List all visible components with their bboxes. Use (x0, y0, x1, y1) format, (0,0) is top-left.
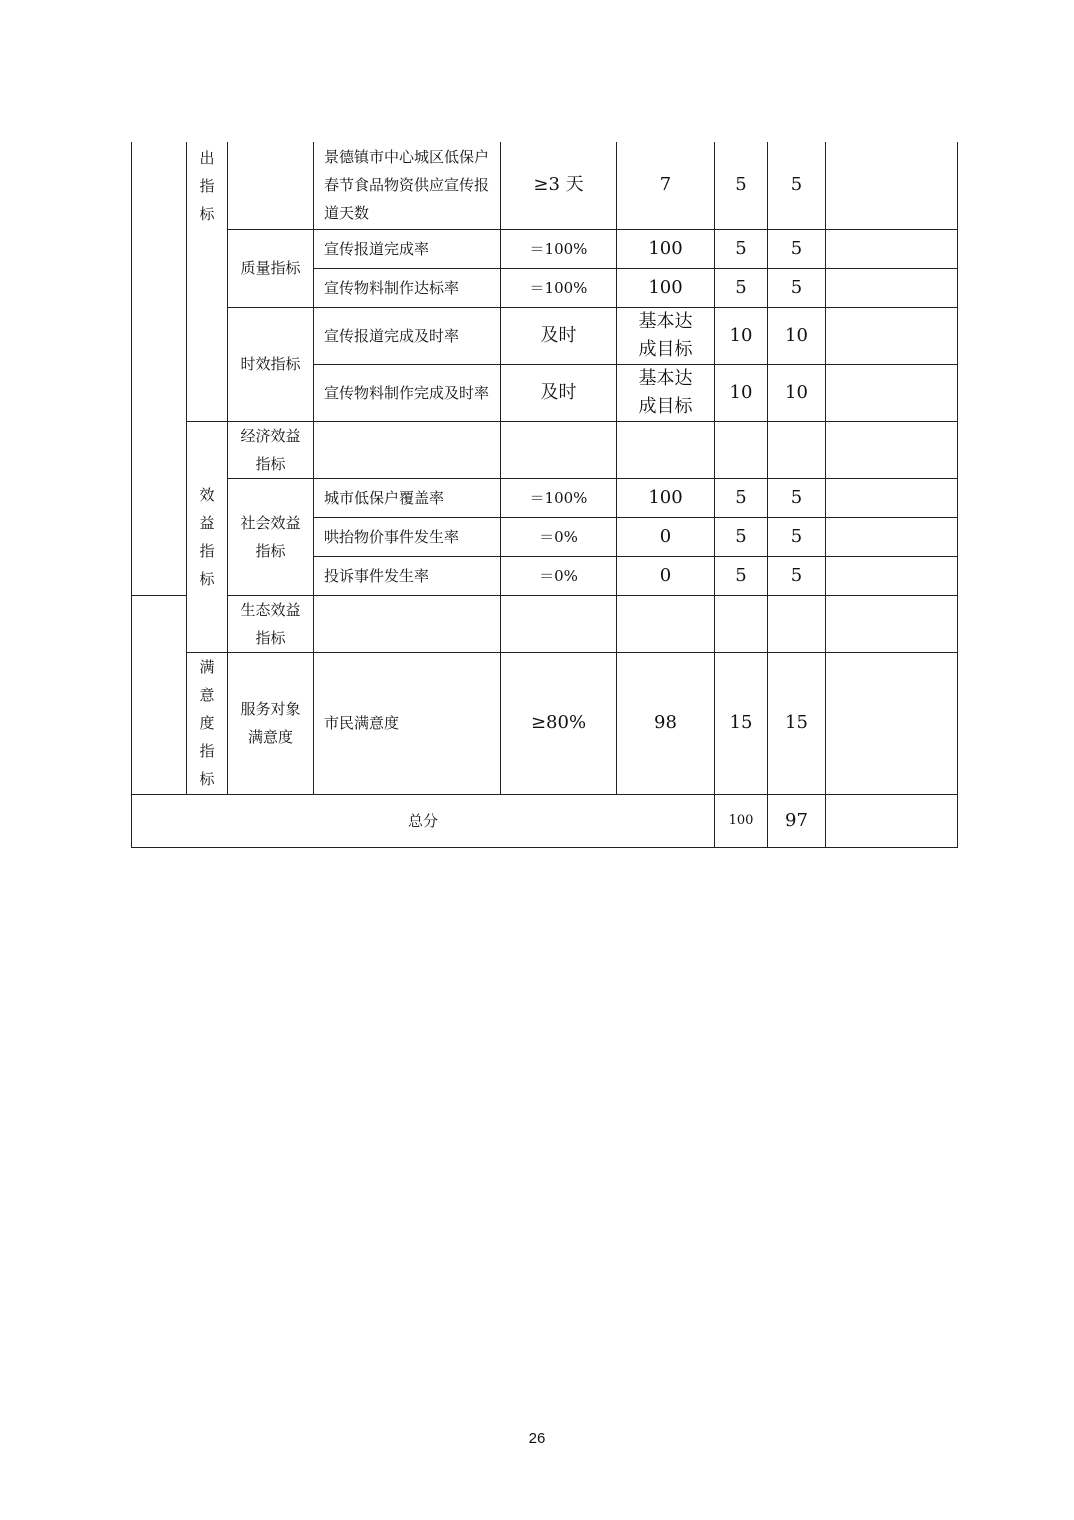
score-cell: 5 (768, 142, 826, 229)
total-weight: 100 (715, 794, 768, 847)
weight-cell (715, 595, 768, 652)
score-cell: 5 (768, 268, 826, 307)
economic-benefit-label: 经济效益指标 (228, 421, 314, 478)
weight-cell: 5 (715, 142, 768, 229)
indicator-cell (314, 595, 501, 652)
note-cell (826, 268, 958, 307)
note-cell (826, 142, 958, 229)
actual-cell: 98 (617, 652, 715, 794)
level3-blank-cell (228, 142, 314, 229)
target-cell: ＝100% (501, 478, 617, 517)
ecological-benefit-label: 生态效益指标 (228, 595, 314, 652)
target-cell: ＝100% (501, 229, 617, 268)
note-cell (826, 229, 958, 268)
actual-cell: 基本达成目标 (617, 307, 715, 364)
score-cell: 15 (768, 652, 826, 794)
table-row (132, 652, 958, 794)
output-vertical-continuation (187, 229, 228, 421)
weight-cell: 5 (715, 517, 768, 556)
target-cell: ＝0% (501, 556, 617, 595)
indicator-cell (314, 421, 501, 478)
benefit-indicator-vertical-label: 效 益 指 标 (187, 421, 228, 652)
table-row (132, 595, 958, 652)
total-row (132, 794, 958, 847)
note-cell (826, 421, 958, 478)
weight-cell: 5 (715, 229, 768, 268)
target-cell: 及时 (501, 364, 617, 421)
target-cell: ＝100% (501, 268, 617, 307)
indicator-cell: 宣传物料制作达标率 (314, 268, 501, 307)
table-row (132, 307, 958, 364)
table-row (132, 142, 958, 229)
page-number: 26 (528, 1430, 546, 1447)
indicator-cell: 市民满意度 (314, 652, 501, 794)
note-cell (826, 307, 958, 364)
score-cell (768, 595, 826, 652)
performance-table (131, 142, 958, 848)
table-row (132, 229, 958, 268)
note-cell (826, 652, 958, 794)
total-label: 总分 (132, 794, 715, 847)
actual-cell: 100 (617, 229, 715, 268)
target-cell (501, 595, 617, 652)
indicator-cell: 投诉事件发生率 (314, 556, 501, 595)
weight-cell: 15 (715, 652, 768, 794)
weight-cell: 5 (715, 478, 768, 517)
score-cell: 5 (768, 517, 826, 556)
actual-cell: 100 (617, 268, 715, 307)
note-cell (826, 595, 958, 652)
target-cell (501, 421, 617, 478)
total-score: 97 (768, 794, 826, 847)
actual-cell (617, 595, 715, 652)
actual-cell: 基本达成目标 (617, 364, 715, 421)
indicator-cell: 宣传物料制作完成及时率 (314, 364, 501, 421)
score-cell: 5 (768, 478, 826, 517)
score-cell: 5 (768, 556, 826, 595)
target-cell: 及时 (501, 307, 617, 364)
note-cell (826, 794, 958, 847)
service-target-satisfaction-label: 服务对象满意度 (228, 652, 314, 794)
actual-cell: 0 (617, 556, 715, 595)
note-cell (826, 478, 958, 517)
indicator-cell: 宣传报道完成及时率 (314, 307, 501, 364)
target-cell: ≥80% (501, 652, 617, 794)
weight-cell: 10 (715, 364, 768, 421)
target-cell: ＝0% (501, 517, 617, 556)
social-benefit-label: 社会效益指标 (228, 478, 314, 595)
level1-cell (132, 142, 187, 595)
note-cell (826, 556, 958, 595)
weight-cell (715, 421, 768, 478)
score-cell: 5 (768, 229, 826, 268)
output-indicator-vertical-label: 出 指 标 (187, 142, 228, 229)
note-cell (826, 517, 958, 556)
table-row (132, 421, 958, 478)
indicator-cell: 城市低保户覆盖率 (314, 478, 501, 517)
actual-cell: 100 (617, 478, 715, 517)
weight-cell: 5 (715, 268, 768, 307)
table-row (132, 478, 958, 517)
score-cell (768, 421, 826, 478)
note-cell (826, 364, 958, 421)
actual-cell: 7 (617, 142, 715, 229)
quality-indicator-label: 质量指标 (228, 229, 314, 307)
indicator-cell: 哄抬物价事件发生率 (314, 517, 501, 556)
actual-cell: 0 (617, 517, 715, 556)
score-cell: 10 (768, 364, 826, 421)
weight-cell: 5 (715, 556, 768, 595)
score-cell: 10 (768, 307, 826, 364)
indicator-cell: 景德镇市中心城区低保户春节食品物资供应宣传报道天数 (314, 142, 501, 229)
weight-cell: 10 (715, 307, 768, 364)
indicator-cell: 宣传报道完成率 (314, 229, 501, 268)
level1-cell-continuation (132, 595, 187, 794)
target-cell: ≥3 天 (501, 142, 617, 229)
actual-cell (617, 421, 715, 478)
satisfaction-indicator-vertical-label: 满 意 度 指 标 (187, 652, 228, 794)
timeliness-indicator-label: 时效指标 (228, 307, 314, 421)
